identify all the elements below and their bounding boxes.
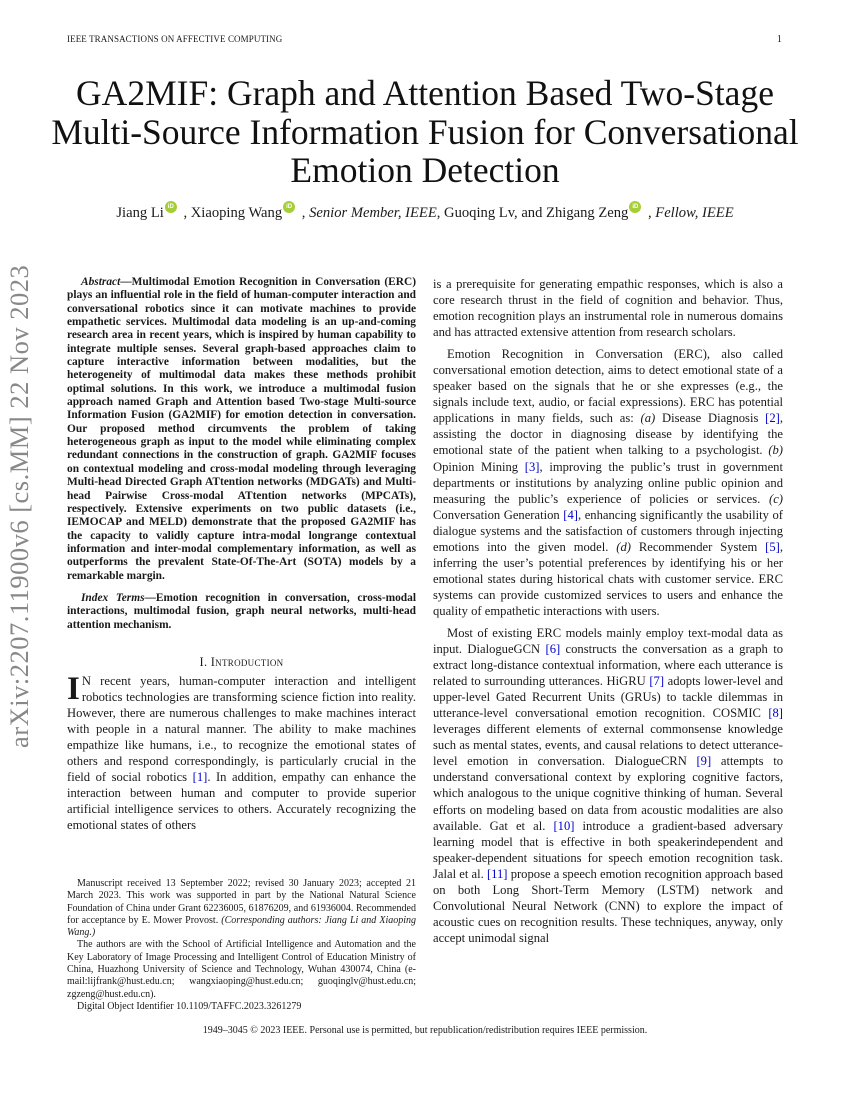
arxiv-stamp[interactable]: arXiv:2207.11900v6 [cs.MM] 22 Nov 2023 xyxy=(4,264,34,748)
orcid-icon[interactable] xyxy=(283,201,295,213)
drop-cap: I xyxy=(67,670,80,707)
paragraph-text: leverages different elements of external commonsense knowledge such as mental states, events, and causal relations to detect utterance-level emotion in conversation. DialogueCRN xyxy=(433,722,783,769)
list-marker: (b) xyxy=(768,443,783,458)
right-column xyxy=(433,276,783,946)
footnote xyxy=(67,878,416,1013)
citation-link[interactable]: [1] xyxy=(192,770,208,785)
separator: , xyxy=(179,205,191,221)
paragraph-text: , enhancing significantly the usability of dialogue systems and the satisfaction of customers through injecting emotions into the given model. xyxy=(433,507,783,554)
page-number: 1 xyxy=(776,34,782,45)
list-marker: (d) xyxy=(616,539,631,554)
corresponding-authors: (Corresponding authors: Jiang Li and Xiaoping Wang.) xyxy=(67,914,417,939)
paragraph-text: Disease Diagnosis xyxy=(655,411,766,426)
index-terms-label: Index Terms xyxy=(81,591,145,604)
author-name: Xiaoping Wang xyxy=(190,205,283,221)
separator: , xyxy=(298,205,310,221)
paragraph-text: attempts to understand conversational context by exploring cognitive factors, which analogous to the unique cognitive thinking of human. Several efforts on modeling based on data from acoustic modalities are also available. Gat et al. xyxy=(433,754,783,833)
citation-link[interactable]: [2] xyxy=(765,411,780,426)
footnote-manuscript xyxy=(67,878,416,939)
copyright-notice: 1949–3045 © 2023 IEEE. Personal use is permitted, but republication/redistribution requires IEEE permission. xyxy=(202,1025,648,1036)
body-paragraph: is a prerequisite for generating empathic responses, which is also a core research thrust in the field of cognition and behavior. Thus, emotion recognition plays an instrumental role in numerous domains and has attracted extensive attention from research scholars. xyxy=(433,277,783,340)
running-header xyxy=(67,34,782,45)
paragraph-text: , inferring the user’s potential preferences by identifying his or her emotional states during historical chats with customer service. ERC systems can provide customized services to users and enhance the quality of empathetic interactions with users. xyxy=(433,539,783,618)
footnote-doi: Digital Object Identifier 10.1109/TAFFC.2023.3261279 xyxy=(77,1000,302,1012)
orcid-icon[interactable] xyxy=(629,201,641,213)
paragraph-text: Most of existing ERC models mainly employ text-modal data as input. DialogueGCN xyxy=(433,625,783,657)
paragraph-text: , assisting the doctor in diagnosing disease by identifying the emotional state of the patient when talking to a psychologist. xyxy=(433,411,783,458)
paragraph-text: Emotion Recognition in Conversation (ERC), also called conversational emotion detection, aims to detect emotional state of a speaker based on the signals that he or she expresses (e.g., the signals include text, audio, or facial expressions). ERC has potential applications in many fields, such as: xyxy=(433,347,783,426)
footnote-text: Manuscript received 13 September 2022; revised 30 January 2023; accepted 21 March 2023. This work was supported in part by the National Natural Science Foundation of China under Grant 62236005, 61876209, and 61936004. Recommended for acceptance by E. Mower Provost. xyxy=(67,878,416,926)
list-marker: (a) xyxy=(640,411,656,426)
orcid-icon[interactable] xyxy=(165,201,177,213)
paragraph-text: Opinion Mining xyxy=(433,459,525,474)
citation-link[interactable]: [6] xyxy=(545,642,561,657)
author-role: Senior Member, IEEE xyxy=(309,205,437,221)
abstract-text: —Multimodal Emotion Recognition in Conversation (ERC) plays an influential role in the field of human-computer interaction and conversational robotics since it can motivate machines to provide empathetic services. Multimodal data modeling is an up-and-coming research area in recent years, which is inspired by human capability to integrate multiple senses. Several graph-based approaches claim to capture interactive information between modalities, but the heterogeneity of multimodal data makes these methods prohibit optimal solutions. In this work, we introduce a multimodal fusion approach named Graph and Attention based Two-stage Multi-source Information Fusion (GA2MIF) for emotion detection in conversation. Our proposed method circumvents the problem of taking heterogeneous graph as input to the model while eliminating complex redundant connections in the construction of graph. GA2MIF focuses on contextual modeling and cross-modal modeling through leveraging Multi-head Directed Graph ATtention networks (MDGATs) and Multi-head Pairwise Cross-modal ATtention networks (MPCATs), respectively. Extensive experiments on two public datasets (i.e., IEMOCAP and MELD) demonstrate that the proposed GA2MIF has the capacity to validly capture intra-modal longrange contextual information and inter-modal complementary information, as well as outperforms the prevalent State-Of-The-Art (SOTA) models by a remarkable margin. xyxy=(67,276,416,582)
index-terms xyxy=(67,592,416,632)
citation-link[interactable]: [10] xyxy=(553,818,575,833)
citation-link[interactable]: [8] xyxy=(768,706,783,721)
abstract-label: Abstract xyxy=(81,276,121,288)
body-paragraph xyxy=(433,346,783,619)
paragraph-text: constructs the conversation as a graph to extract long-distance contextual information, where each utterance is related to surrounding utterances. HiGRU xyxy=(433,642,783,689)
list-marker: (c) xyxy=(769,491,783,506)
paper-title: GA2MIF: Graph and Attention Based Two-Stage Multi-Source Information Fusion for Conversational Emotion Detection xyxy=(51,73,799,190)
author-list xyxy=(40,201,810,222)
citation-link[interactable]: [4] xyxy=(563,507,578,522)
abstract xyxy=(67,276,416,583)
paragraph-text: Conversation Generation xyxy=(433,507,564,522)
author-role: Fellow, IEEE xyxy=(655,205,734,221)
paragraph-text: N recent years, human-computer interaction and intelligent robotics technologies are transforming science fiction into reality. However, there are numerous challenges to make machines interact with people in a natural manner. The ability to make machines empathize like humans, i.e., to recognize the emotional states of others and respond correspondingly, is particularly crucial in the field of social robotics xyxy=(67,673,416,785)
index-terms-text: —Emotion recognition in conversation, cross-modal interactions, multimodal fusion, graph neural networks, multi-head attention mechanism. xyxy=(67,591,416,631)
citation-link[interactable]: [9] xyxy=(696,754,712,769)
body-paragraph xyxy=(433,625,783,946)
paragraph-text: Recommender System xyxy=(630,539,766,554)
journal-name: IEEE TRANSACTIONS ON AFFECTIVE COMPUTING xyxy=(67,34,283,44)
paragraph-text: . In addition, empathy can enhance the interaction between human and computer to provide superior artificial intelligence services to others. Accurately recognizing the emotional states of others xyxy=(67,770,416,833)
paragraph-text: introduce a gradient-based adversary learning model that is effective in both speakerindependent and speaker-dependent situations for speech emotion recognition task. Jalal et al. xyxy=(433,818,783,881)
citation-link[interactable]: [7] xyxy=(649,674,665,689)
paragraph-text: propose a speech emotion recognition approach based on both Long Short-Term Memory (LSTM) network and Convolutional Neural Network (CNN) to explore the impact of acoustic cues on recognition results. These techniques, anyway, only accept unimodal signal xyxy=(433,866,784,945)
paragraph-text: adopts lower-level and upper-level Gated Recurrent Units (GRUs) to tackle dilemmas in utterance-level conversational emotion recognition. COSMIC xyxy=(433,674,783,721)
section-title: Introduction xyxy=(210,654,284,669)
section-number: I. xyxy=(199,654,208,669)
paragraph-text: , improving the public’s trust in government departments or institutions by analyzing online public opinion and measuring the public’s experience of policies or services. xyxy=(433,459,783,506)
citation-link[interactable]: [3] xyxy=(524,459,540,474)
citation-link[interactable]: [5] xyxy=(765,539,780,554)
author-name: Guoqing Lv, and Zhigang Zeng xyxy=(444,205,629,221)
separator: , xyxy=(644,205,656,221)
citation-link[interactable]: [11] xyxy=(486,866,508,881)
section-heading xyxy=(67,654,416,670)
left-column xyxy=(67,276,416,833)
separator: , xyxy=(436,205,445,221)
footnote-affiliation: The authors are with the School of Artificial Intelligence and Automation and the Key Laboratory of Image Processing and Intelligent Control of Education Ministry of China, Huazhong University of Science and Technology, Wuhan 430074, China (e-mail:lijfrank@hust.edu.cn; wangxiaoping@hust.edu.cn; guoqinglv@hust.edu.cn; zgzeng@hust.edu.cn). xyxy=(67,939,416,1000)
author-name: Jiang Li xyxy=(116,205,164,221)
intro-paragraph xyxy=(67,670,416,833)
